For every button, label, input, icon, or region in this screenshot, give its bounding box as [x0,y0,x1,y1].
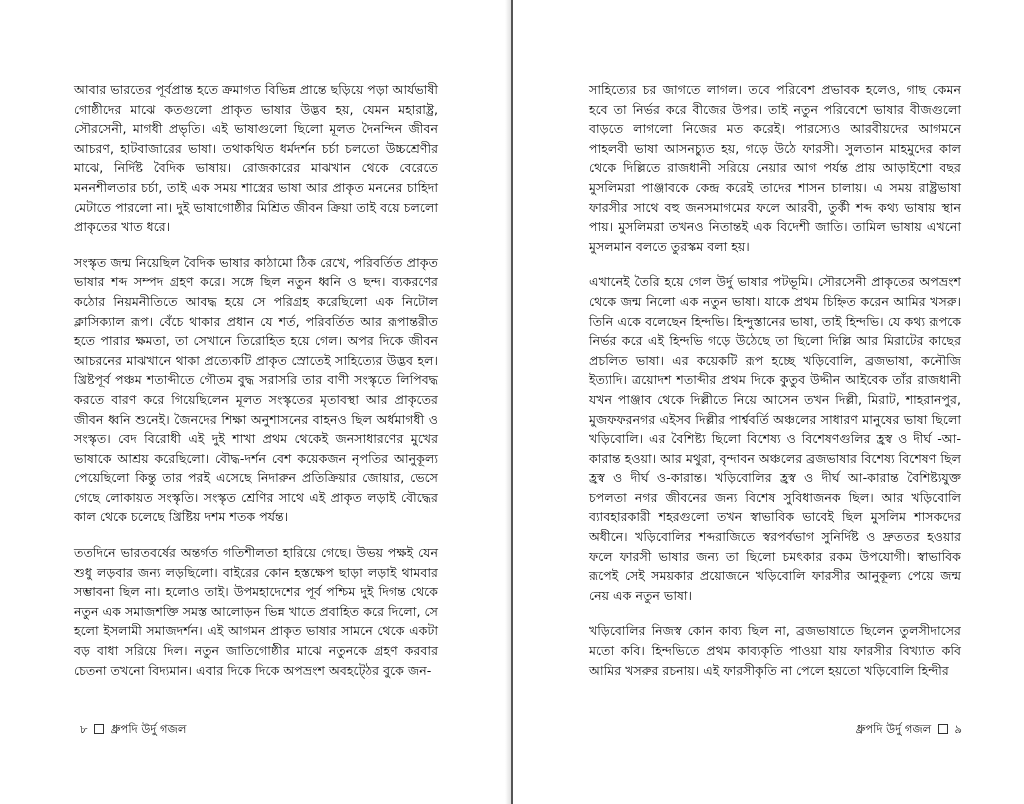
page-number: ৯ [954,722,962,736]
running-title: ধ্রুপদি উর্দু গজল [855,722,932,736]
page-number: ৮ [80,722,88,736]
left-page-footer [80,721,186,740]
left-page-body [74,80,438,696]
right-page-footer [856,721,962,740]
paragraph: এখানেই তৈরি হয়ে গেল উর্দু ভাষার পটভূমি। সৌরসেনী প্রাকৃতের অপভ্রংশ থেকে জন্ম নিলো এক নতুন ভাষা। যাকে প্রথম চিহ্নিত করেন আমির খসরু। তিনি একে বলেছেন হিন্দভি। হিন্দুস্তানের ভাষা, তাই হিন্দভি। যে কথ্য রূপকে নির্ভর করে এই হিন্দভি গড়ে উঠেছে তা ছিলো দিল্লি আর মিরাটের কাছের প্রচলিত ভাষা। এর কয়েকটি রূপ হচ্ছে খড়িবোলি, ব্রজভাষা, কনৌজি ইত্যাদি। ত্রয়োদশ শতাব্দীর প্রথম দিকে কুতুব উদ্দীন আইবেক তাঁর রাজধানী যখন পাঞ্জাব থেকে দিল্লীতে নিয়ে আসেন তখন দিল্লী, মিরাট, শাহরানপুর, মুজফফরনগর এইসব দিল্লীর পার্শ্ববর্তি অঞ্চলের সাধারণ মানুষের ভাষা ছিলো খড়িবোলি। এর বৈশিষ্ট্য ছিলো বিশেষ্য ও বিশেষণগুলির হ্রস্ব ও দীর্ঘ -আ-কারান্ত হওয়া। আর মথুরা, বৃন্দাবন অঞ্চলের ব্রজভাষার বিশেষ্য বিশেষণ ছিল হ্রস্ব ও দীর্ঘ ও-কারান্ত। খড়িবোলির হ্রস্ব ও দীর্ঘ আ-কারান্ত বৈশিষ্ট্যযুক্ত চপলতা নগর জীবনের জন্য বিশেষ সুবিধাজনক ছিল। আর খড়িবোলি ব্যাবহারকারী শহরগুলো তখন স্বাভাবিক ভাবেই ছিল মুসলিম শাসকদের অধীনে। খড়িবোলির শব্দরাজিতে স্বরপর্বভাগ সুনির্দিষ্ট ও দ্রুততর হওয়ার ফলে ফারসী ভাষার জন্য তা ছিলো চমৎকার রকম উপযোগী। স্বাভাবিক রূপেই সেই সময়কার প্রয়োজনে খড়িবোলি ফারসীর আনুকূল্য পেয়ে জন্ম নেয় এক নতুন ভাষা। [589,274,961,603]
paragraph: সংস্কৃত জন্ম নিয়েছিল বৈদিক ভাষার কাঠামো ঠিক রেখে, পরিবর্তিত প্রাকৃত ভাষার শব্দ সম্পদ গ্রহণ করে। সঙ্গে ছিল নতুন ধ্বনি ও ছন্দ। ব্যকরণের কঠোর নিয়মনীতিতে আবদ্ধ হয়ে সে পরিগ্রহ করেছিলো এক নিটোল ক্লাসিক্যাল রূপ। বেঁচে থাকার প্রধান যে শর্ত, পরিবর্তিত আর রূপান্তরীত হতে পারার ক্ষমতা, তা সেখানে তিরোহিত হয়ে গেল। অপর দিকে জীবন আচরনের মাঝখানে থাকা প্রত্যেকটি প্রাকৃত স্রোতেই সাহিত্যের উদ্ভব হল। খ্রিষ্টপূর্ব পঞ্চম শতাব্দীতে গৌতম বুদ্ধ সরাসরি তার বাণী সংস্কৃতে লিপিবদ্ধ করতে বারণ করে গিয়েছিলেন মূলত সংস্কৃতের মৃতাবস্থা আর প্রাকৃতের জীবন ধ্বনি শুনেই। জৈনদের শিক্ষা অনুশাসনের বাহনও ছিল অর্ধমাগধী ও সংস্কৃত। বেদ বিরোধী এই দুই শাখা প্রথম থেকেই জনসাধারণের মুখের ভাষাকে আশ্রয় করেছিলো। বৌদ্ধ-দর্শন বেশ কয়েকজন নৃপতির আনুকূল্য পেয়েছিলো কিন্তু তার পরই এসেছে নিদারুন প্রতিক্রিয়ার জোয়ার, ভেসে গেছে লোকায়ত সংস্কৃতি। সংস্কৃত শ্রেণির সাথে এই প্রাকৃত লড়াই বৌদ্ধের কাল থেকে চলেছে খ্রিষ্টিয় দশম শতক পর্যন্ত। [74,254,438,525]
right-page [513,0,1024,804]
paragraph: সাহিত্যের চর জাগতে লাগল। তবে পরিবেশ প্রভাবক হলেও, গাছ কেমন হবে তা নির্ভর করে বীজের উপর। তাই নতুন পরিবেশে ভাষার বীজগুলো বাড়তে লাগলো নিজের মত করেই। পারস্যেও আরবীয়দের আগমনে পাহলবী ভাষা আসনচ্যুত হয়, গড়ে উঠে ফারসী। সুলতান মাহমুদের কাল থেকে দিল্লিতে রাজধানী সরিয়ে নেয়ার আগ পর্যন্ত প্রায় আড়াইশো বছর মুসলিমরা পাঞ্জাবকে কেন্দ্র করেই তাদের শাসন চালায়। এ সময় রাষ্ট্রভাষা ফারসীর সাথে বহু জনসমাগমের ফলে আরবী, তুর্কী শব্দ কথ্য ভাষায় স্থান পায়। মুসলিমরা তখনও নিতান্তই এক বিদেশী জাতি। তামিল ভাষায় এখনো মুসলমান বলতে তুরস্কম বলা হয়। [589,82,961,254]
right-page-body [589,80,961,696]
separator-square-icon [938,724,948,734]
paragraph: ততদিনে ভারতবর্ষের অন্তর্গত গতিশীলতা হারিয়ে গেছে। উভয় পক্ষই যেন শুধু লড়বার জন্য লড়ছিলো। বাইরের কোন হস্তক্ষেপ ছাড়া লড়াই থামবার সম্ভাবনা ছিল না। হলোও তাই। উপমহাদেশের পূর্ব পশ্চিম দুই দিগন্ত থেকে নতুন এক সমাজশক্তি সমস্ত আলোড়ন ভিন্ন খাতে প্রবাহিত করে দিলো, সে হলো ইসলামী সমাজদর্শন। এই আগমন প্রাকৃত ভাষার সামনে থেকে একটা বড় বাধা সরিয়ে দিল। নতুন জাতিগোষ্ঠীর মাঝে নতুনকে গ্রহণ করবার চেতনা তখনো বিদ্যমান। এবার দিকে দিকে অপভ্রংশ অবহট্ঠের বুকে জন- [74,545,438,678]
paragraph: আবার ভারতের পূর্বপ্রান্ত হতে ক্রমাগত বিভিন্ন প্রান্তে ছড়িয়ে পড়া আর্যভাষী গোষ্ঠীদের মাঝে কতগুলো প্রাকৃত ভাষার উদ্ভব হয়, যেমন মহারাষ্ট্র, সৌরসেনী, মাগধী প্রভৃতি। এই ভাষাগুলো ছিলো মূলত দৈনন্দিন জীবন আচরণ, হাটবাজারের ভাষা। তথাকথিত ধর্মদর্শন চর্চা চলতো উচ্চশ্রেণীর মাঝে, নির্দিষ্ট বৈদিক ভাষায়। রোজকারের মাঝখান থেকে বেরেতে মননশীলতার চর্চা, তাই এক সময় শাস্ত্রের ভাষা আর প্রাকৃত মননের চাহিদা মেটাতে পারলো না। দুই ভাষাগোষ্ঠীর মিশ্রিত জীবন ক্রিয়া তাই বয়ে চললো প্রাকৃতের খাত ধরে। [74,82,439,235]
left-page [0,0,511,804]
paragraph: খড়িবোলির নিজস্ব কোন কাব্য ছিল না, ব্রজভাষাতে ছিলেন তুলসীদাসের মতো কবি। হিন্দভিতে প্রথম কাব্যকৃতি পাওয়া যায় ফারসীর বিখ্যাত কবি আমির খসরুর রচনায়। এই ফারসীকৃতি না পেলে হয়তো খড়িবোলি হিন্দীর [589,623,961,678]
running-title: ধ্রুপদি উর্দু গজল [110,722,187,736]
separator-square-icon [94,724,104,734]
